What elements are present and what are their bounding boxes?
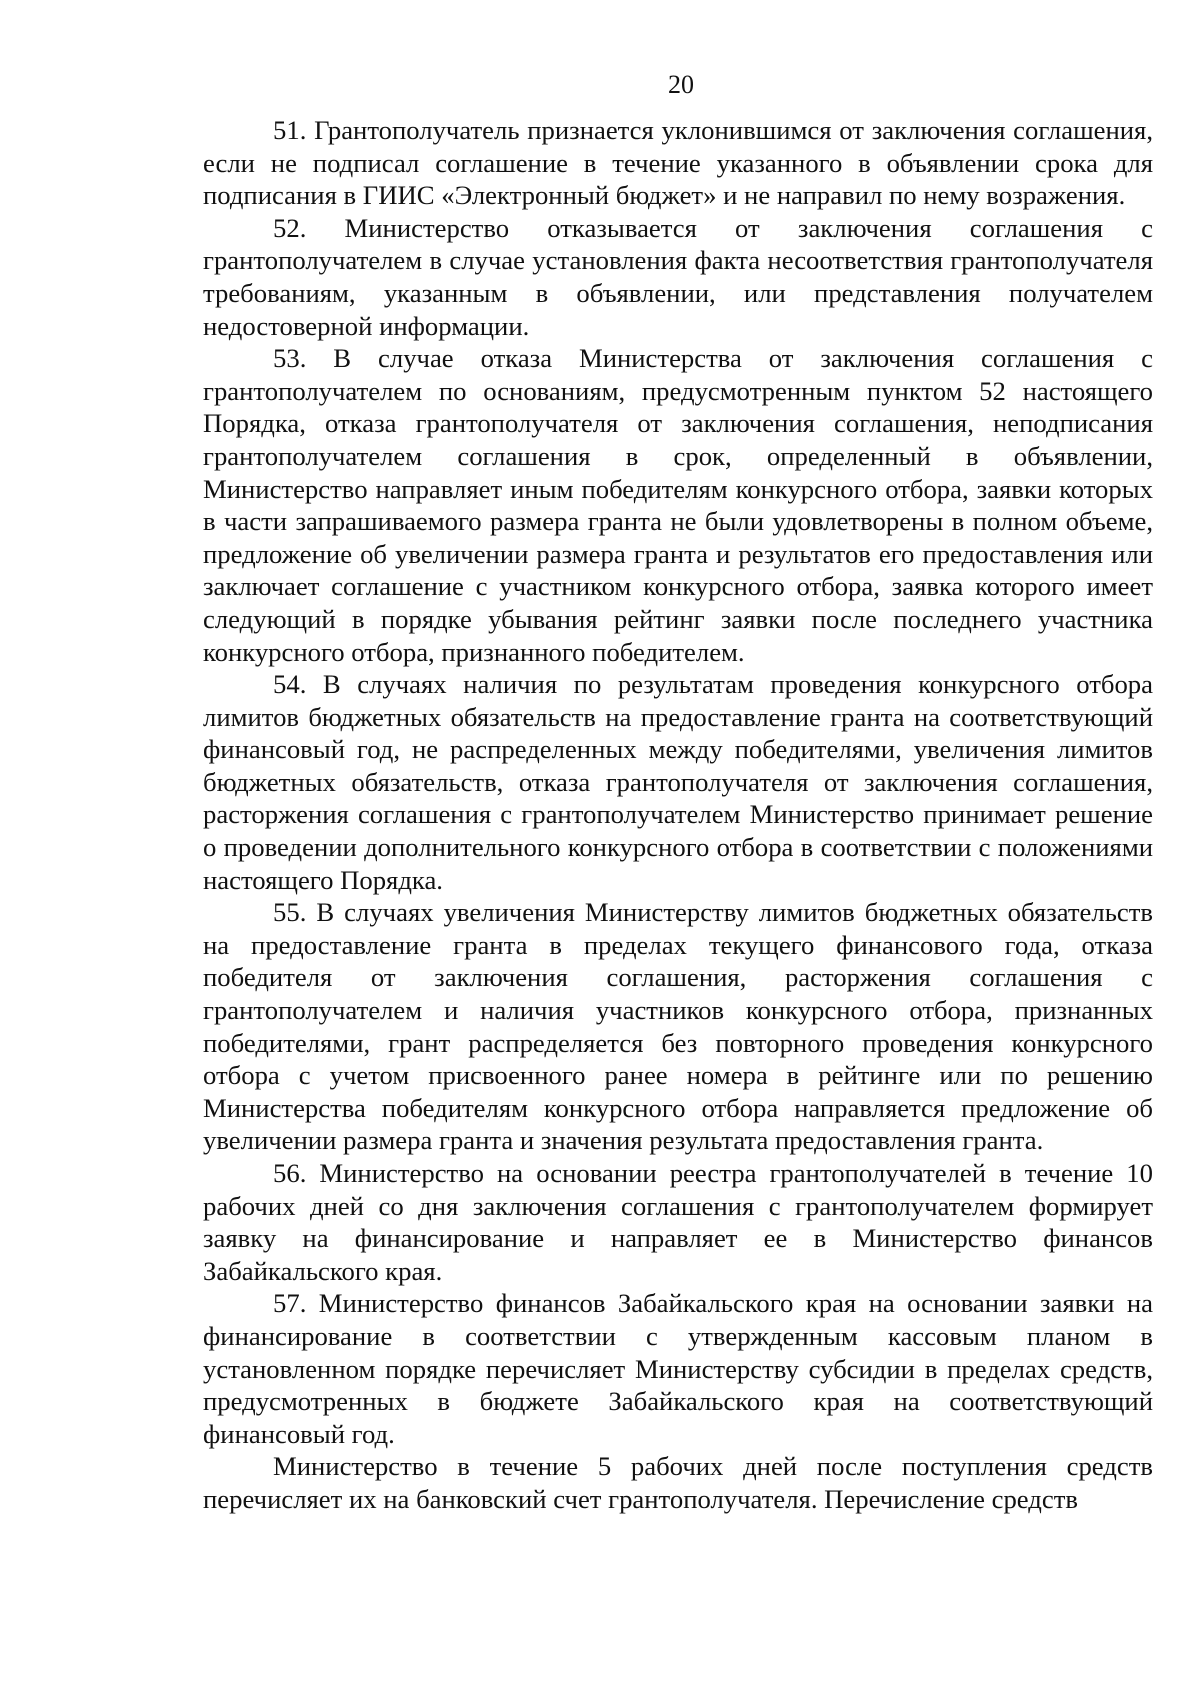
paragraph-55: 55. В случаях увеличения Министерству лимитов бюджетных обязательств на предоставление гранта в пределах текущего финансового года, отказа победителя от заключения соглашения, расторжения соглашения с грантополучателем и наличия участников конкурсного отбора, признанных победителями, грант распределяется без повторного проведения конкурсного отбора с учетом присвоенного ранее номера в рейтинге или по решению Министерства победителям конкурсного отбора направляется предложение об увеличении размера гранта и значения результата предоставления гранта.: [203, 897, 1153, 1156]
paragraph-54: 54. В случаях наличия по результатам проведения конкурсного отбора лимитов бюджетных обязательств на предоставление гранта на соответствующий финансовый год, не распределенных между победителями, увеличения лимитов бюджетных обязательств, отказа грантополучателя от заключения соглашения, расторжения соглашения с грантополучателем Министерство принимает решение о проведении дополнительного конкурсного отбора в соответствии с положениями настоящего Порядка.: [203, 669, 1153, 895]
document-body: [203, 114, 1153, 1516]
paragraph-53: 53. В случае отказа Министерства от заключения соглашения с грантополучателем по основаниям, предусмотренным пунктом 52 настоящего Порядка, отказа грантополучателя от заключения соглашения, неподписания грантополучателем соглашения в срок, определенный в объявлении, Министерство направляет иным победителям конкурсного отбора, заявки которых в части запрашиваемого размера гранта не были удовлетворены в полном объеме, предложение об увеличении размера гранта и результатов его предоставления или заключает соглашение с участником конкурсного отбора, заявка которого имеет следующий в порядке убывания рейтинг заявки после последнего участника конкурсного отбора, признанного победителем.: [203, 343, 1153, 667]
page-number: 20: [668, 70, 694, 99]
paragraph-57: 57. Министерство финансов Забайкальского края на основании заявки на финансирование в соответствии с утвержденным кассовым планом в установленном порядке перечисляет Министерству субсидии в пределах средств, предусмотренных в бюджете Забайкальского края на соответствующий финансовый год.: [203, 1288, 1153, 1449]
paragraph-56: 56. Министерство на основании реестра грантополучателей в течение 10 рабочих дней со дня заключения соглашения с грантополучателем формирует заявку на финансирование и направляет ее в Министерство финансов Забайкальского края.: [203, 1158, 1153, 1286]
paragraph-52: 52. Министерство отказывается от заключения соглашения с грантополучателем в случае установления факта несоответствия грантополучателя требованиям, указанным в объявлении, или представления получателем недостоверной информации.: [203, 212, 1153, 341]
paragraph-57-continuation: Министерство в течение 5 рабочих дней после поступления средств перечисляет их на банковский счет грантополучателя. Перечисление средств: [203, 1451, 1153, 1514]
paragraph-51: 51. Грантополучатель признается уклонившимся от заключения соглашения, если не подписал соглашение в течение указанного в объявлении срока для подписания в ГИИС «Электронный бюджет» и не направил по нему возражения.: [203, 115, 1153, 211]
